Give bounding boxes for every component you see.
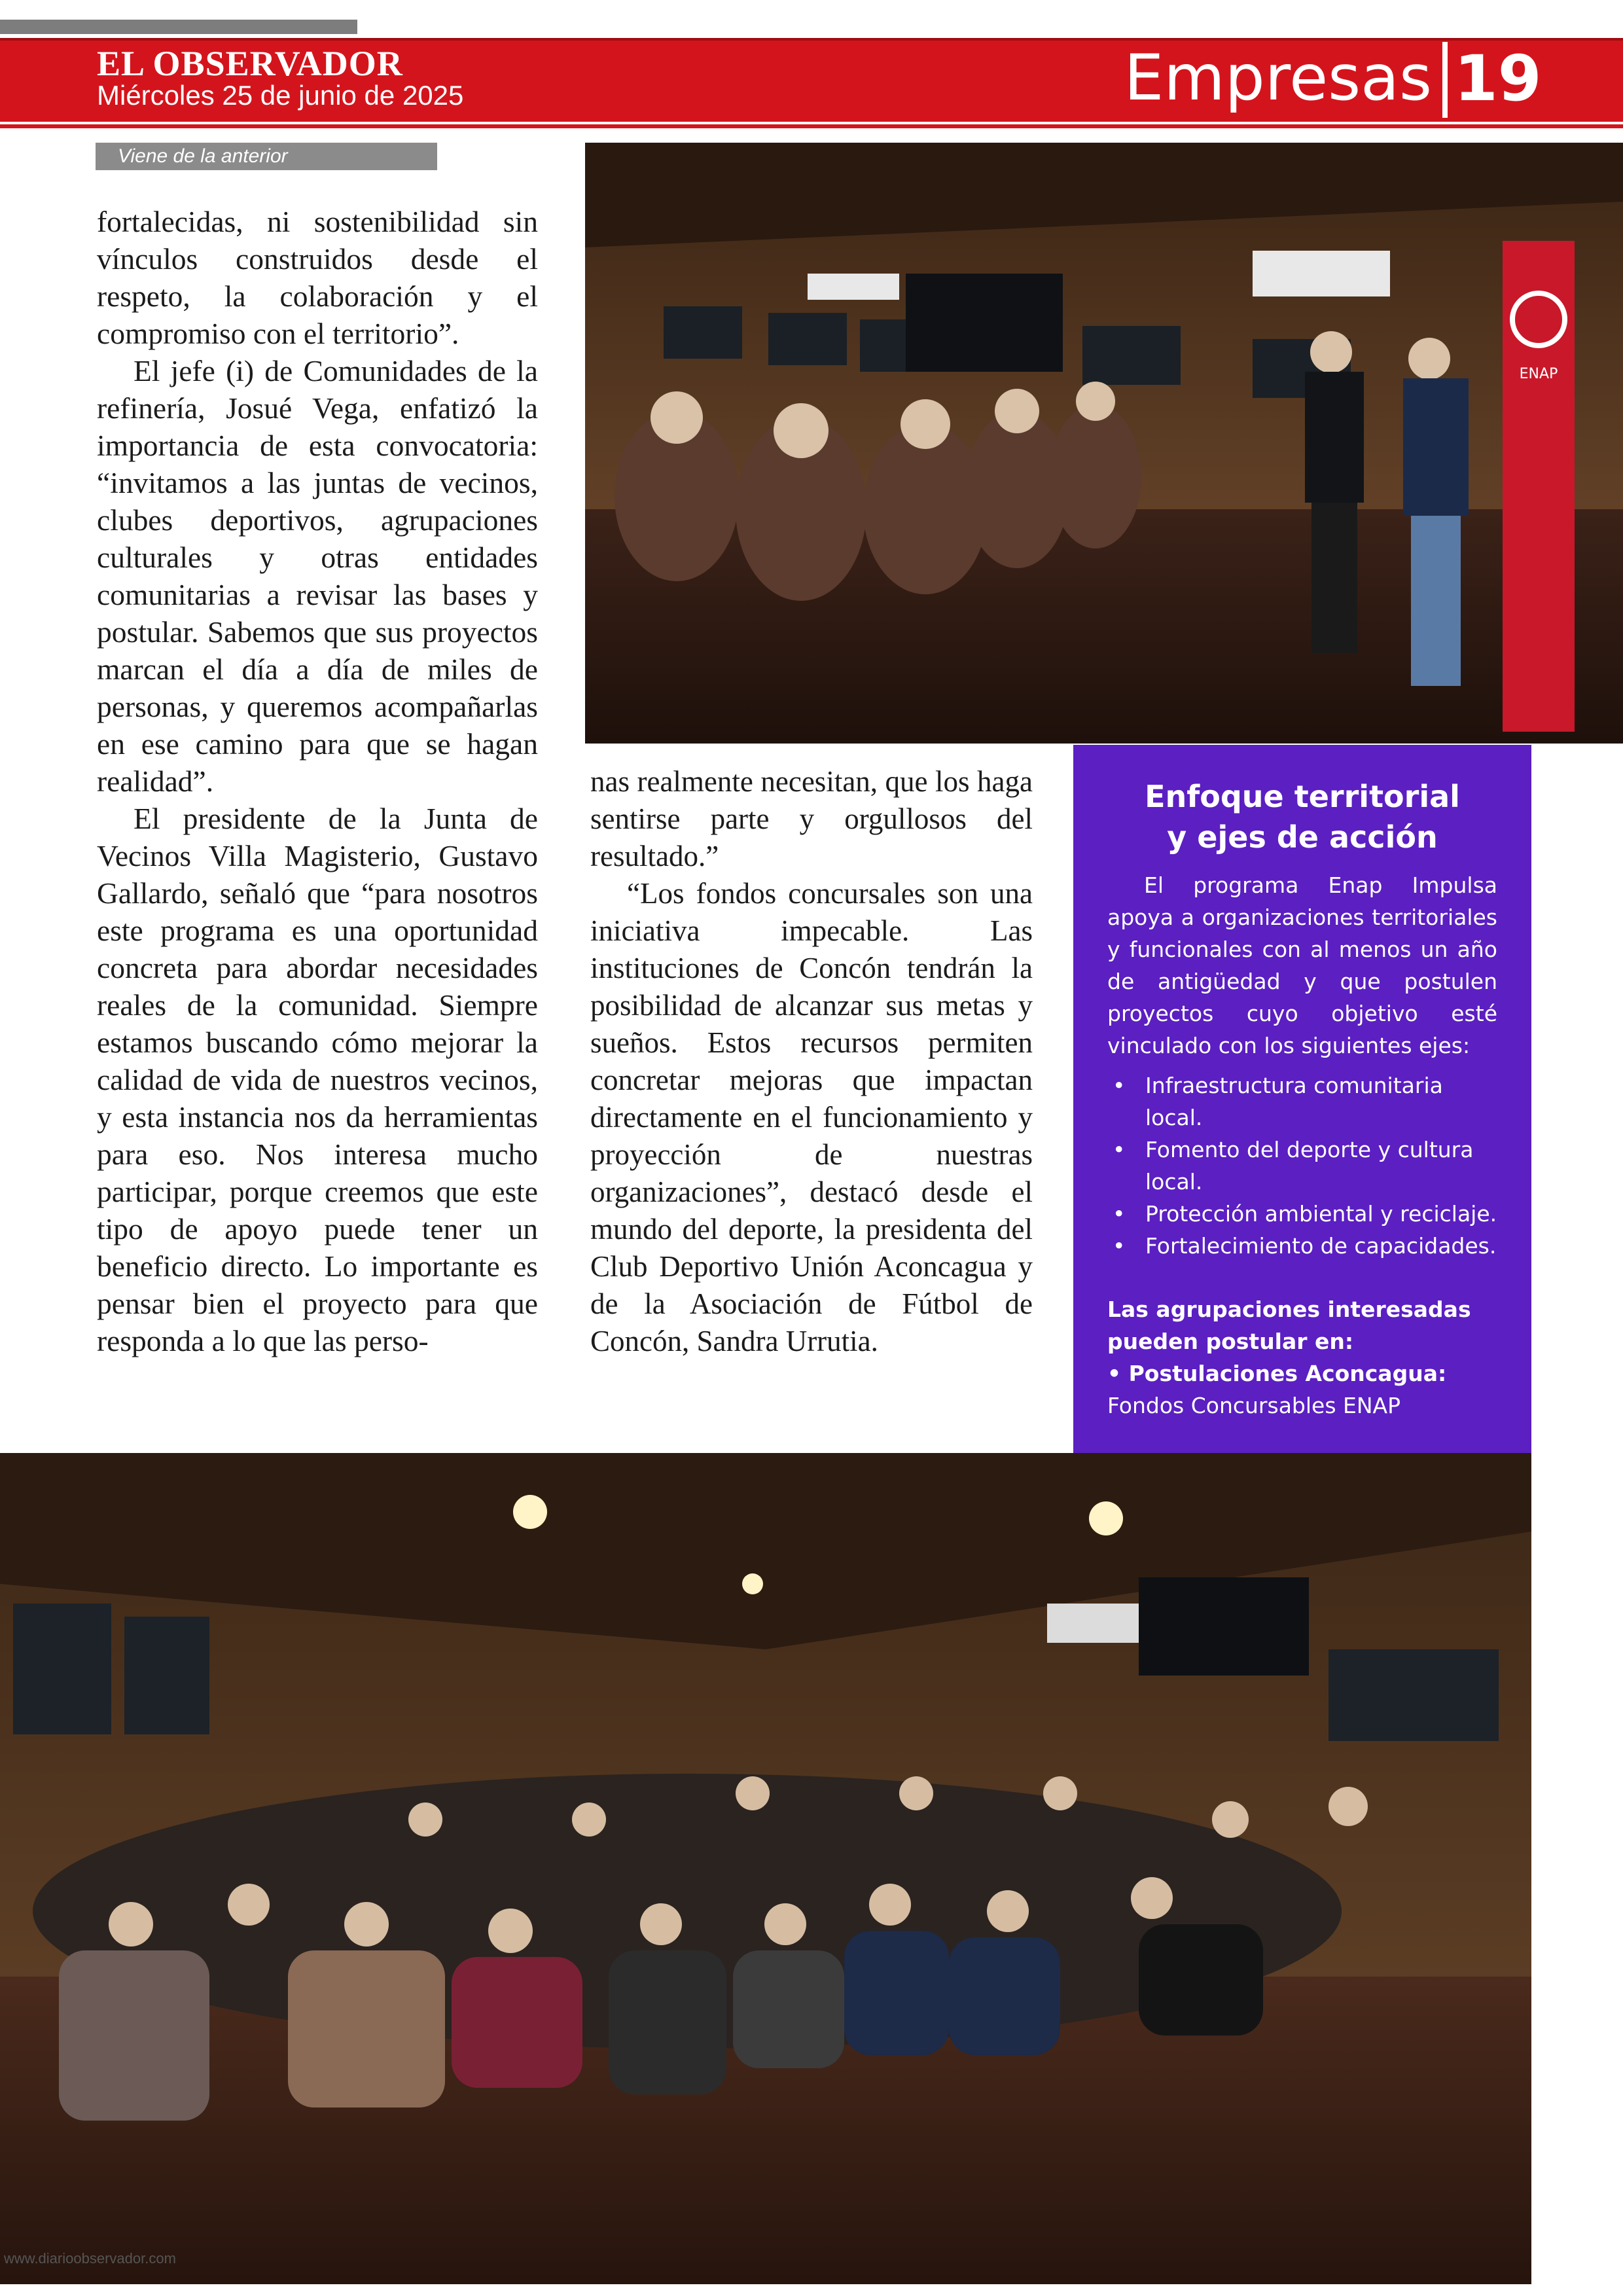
top-gray-strip [0,20,357,34]
list-item [1107,1230,1497,1262]
bullet-icon: • [1113,1137,1126,1162]
sidebar-list [1107,1069,1497,1262]
article-paragraph: El jefe (i) de Comunidades de la refinería, Josué Vega, enfatizó la importancia de esta convocatoria: “invitamos a las juntas de vecinos, clubes deportivos, agrupaciones culturales y otras entidades comunitarias a revisar las bases y postular. Sabemos que sus proyectos marcan el día a día de miles de personas, y queremos acompañarlas en ese camino para que se hagan realidad”. [97,354,538,798]
list-item [1107,1134,1497,1198]
article-paragraph: fortalecidas, ni sostenibilidad sin vínculos construidos desde el respeto, la colaboración y el compromiso con el territorio”. [97,205,538,350]
article-paragraph: “Los fondos concursales son una iniciativa impecable. Las instituciones de Concón tendrán la posibilidad de alcanzar sus metas y sueños. Estos recursos permiten concretar mejoras que impactan directamente en el funcionamiento y proyección de nuestras organizaciones”, destacó desde el mundo del deporte, la presidenta del Club Deportivo Unión Aconcagua y de la Asociación de Fútbol de Concón, Sandra Urrutia. [590,877,1033,1357]
continued-label: Viene de la anterior [96,143,437,170]
sidebar-title-line: y ejes de acción [1167,819,1438,855]
article-column-left [97,203,538,1359]
list-item [1107,1069,1497,1134]
list-item-text: Protección ambiental y reciclaje. [1145,1201,1497,1227]
list-item-text: Fomento del deporte y cultura local. [1145,1137,1474,1194]
article-paragraph: nas realmente necesitan, que los haga sentirse parte y orgullosos del resultado.” [590,765,1033,872]
list-item-text: Fortalecimiento de capacidades. [1145,1233,1497,1259]
list-item-text: Infraestructura comunitaria local. [1145,1073,1443,1130]
page-number: 19 [1454,42,1542,115]
bullet-icon: • [1113,1073,1126,1098]
section-title: Empresas [1124,41,1432,115]
sidebar-intro: El programa Enap Impulsa apoya a organizaciones territoriales y funcionales con al menos un año de antigüedad y que postulen proyectos cuyo objetivo esté vinculado con los siguientes ejes: [1107,872,1497,1058]
sidebar-title-line: Enfoque territorial [1145,779,1460,814]
list-item [1107,1198,1497,1230]
bullet-icon: • [1113,1233,1126,1259]
sidebar-cta: Las agrupaciones interesadas pueden postular en: [1107,1297,1471,1354]
newspaper-name: EL OBSERVADOR [97,44,403,83]
sidebar-cta-detail: Fondos Concursables ENAP [1107,1393,1401,1418]
header-separator [1442,42,1448,118]
sidebar-title [1107,776,1497,857]
bullet-icon: • [1113,1201,1126,1227]
enap-banner-text: ENAP [1519,366,1558,382]
sidebar-cta-item: • Postulaciones Aconcagua: [1107,1361,1447,1386]
sidebar-box [1073,745,1531,1453]
article-paragraph: El presidente de la Junta de Vecinos Villa Magisterio, Gustavo Gallardo, señaló que “para nosotros este programa es una oportunidad concreta para abordar necesidades reales de la comunidad. Siempre estamos buscando cómo mejorar la calidad de vida de nuestros vecinos, y esta instancia nos da herramientas para eso. Nos interesa mucho participar, porque creemos que este tipo de apoyo puede tener un beneficio directo. Lo importante es pensar bien el proyecto para que responda a lo que las perso- [97,802,538,1357]
event-photo-speakers [585,143,1623,744]
issue-date: Miércoles 25 de junio de 2025 [97,80,464,111]
article-column-middle [590,763,1033,1360]
footer-url: www.diarioobservador.com [4,2250,176,2267]
event-photo-group [0,1453,1531,2284]
header-rule [0,124,1623,128]
